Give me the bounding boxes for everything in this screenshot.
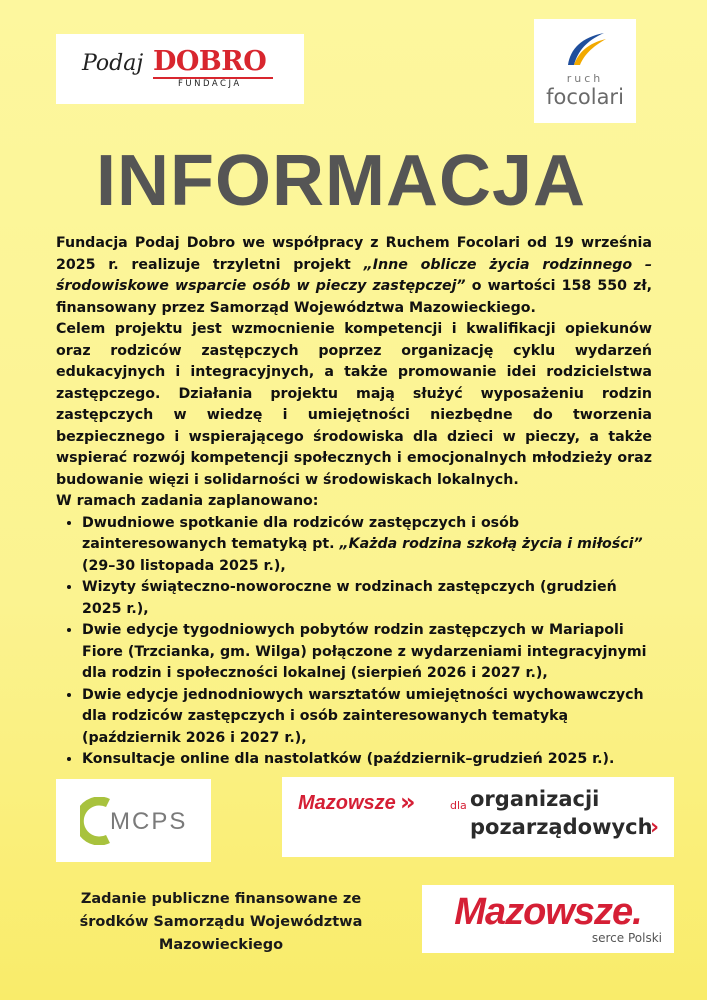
document-body [56,233,652,771]
focolari-logo [534,19,636,123]
focolari-arc-icon [564,29,608,69]
paragraph-plan: W ramach zadania zaplanowano: [56,493,319,509]
ngo-line2-text: pozarządowych [470,815,653,839]
paragraph-goal: Celem projektu jest wzmocnienie kompetencji i kwalifikacji opiekunów oraz rodziców zastępczych poprzez organizację cyklu wydarzeń edukacyjnych i integracyjnych, a także promowanie idei rodzicielstwa zastępczego. Działania projektu mają służyć wyposażeniu rodzin zastępczych w wiedzę i umiejętności niezbędne do tworzenia bezpiecznego i wspierającego środowiska dla dzieci w pieczy, a także wspierać rozwój kompetencji społecznych i emocjonalnych młodzieży oraz budowanie więzi i solidarności w środowiskach lokalnych. [56,321,652,488]
intro-text-b: o wartości 158 550 zł, finansowany przez Samorząd Województwa Mazowieckiego. [56,278,652,316]
chevron-right-icon: › [650,815,660,840]
intro-text-a: Fundacja Podaj Dobro we współpracy z Ruchem Focolari od 19 września 2025 r. realizuje trzyletni projekt [56,235,652,273]
mcps-c-icon [80,797,110,845]
page-title: INFORMACJA [96,141,586,221]
funding-line-3: Mazowieckiego [158,937,284,953]
mcps-logo [56,779,211,862]
ngo-mazowsze-text: Mazowsze [298,792,396,814]
item1-title: „Każda rodzina szkołą życia i miłości” [339,536,643,552]
podaj-dobro-logo [56,34,304,104]
ngo-line1-text: organizacji [470,787,600,811]
list-item: • Dwie edycje tygodniowych pobytów rodzin zastępczych w Mariapoli Fiore (Trzcianka, gm. Wilga) połączone z wydarzeniami integracyjnymi dla rodzin i społeczności lokalnej (sierpień 2026 i 2027 r.), [82,620,652,685]
podaj-script-text: Podaj [82,51,144,76]
focolari-name-text: focolari [546,85,624,109]
list-item [82,513,652,578]
mazowsze-big-text: Mazowsze. [454,891,642,933]
podaj-dobro-text: DOBRO [153,46,267,77]
funding-line-2: środków Samorządu Województwa [79,914,363,930]
list-item: • Konsultacje online dla nastolatków (październik–grudzień 2025 r.). [82,749,652,771]
paragraph-intro [56,233,652,319]
project-title: „Inne oblicze życia rodzinnego – środowiskowe wsparcie osób w pieczy zastępczej” [56,256,652,294]
list-item: • Dwie edycje jednodniowych warsztatów umiejętności wychowawczych dla rodziców zastępczych i osób zainteresowanych tematyką (październik 2026 i 2027 r.), [82,685,652,750]
mazowsze-serce-text: serce Polski [591,931,662,945]
focolari-ruch-text: ruch [566,72,604,85]
funding-note [56,888,386,957]
funding-line-1: Zadanie publiczne finansowane ze [80,891,362,907]
mazowsze-logo [422,885,674,953]
item1-text-a: Dwudniowe spotkanie dla rodziców zastępczych i osób zainteresowanych tematyką pt. [82,514,520,552]
item1-text-b: (29–30 listopada 2025 r.), [82,557,286,574]
double-chevron-icon: » [400,788,416,816]
list-item: • Wizyty świąteczno-noworoczne w rodzinach zastępczych (grudzień 2025 r.), [82,577,652,620]
mazowsze-ngo-logo [282,777,674,857]
ngo-dla-text: dla [450,799,467,812]
planned-list [56,513,652,771]
podaj-fundacja-text: FUNDACJA [178,79,242,89]
mcps-text: MCPS [110,808,188,835]
